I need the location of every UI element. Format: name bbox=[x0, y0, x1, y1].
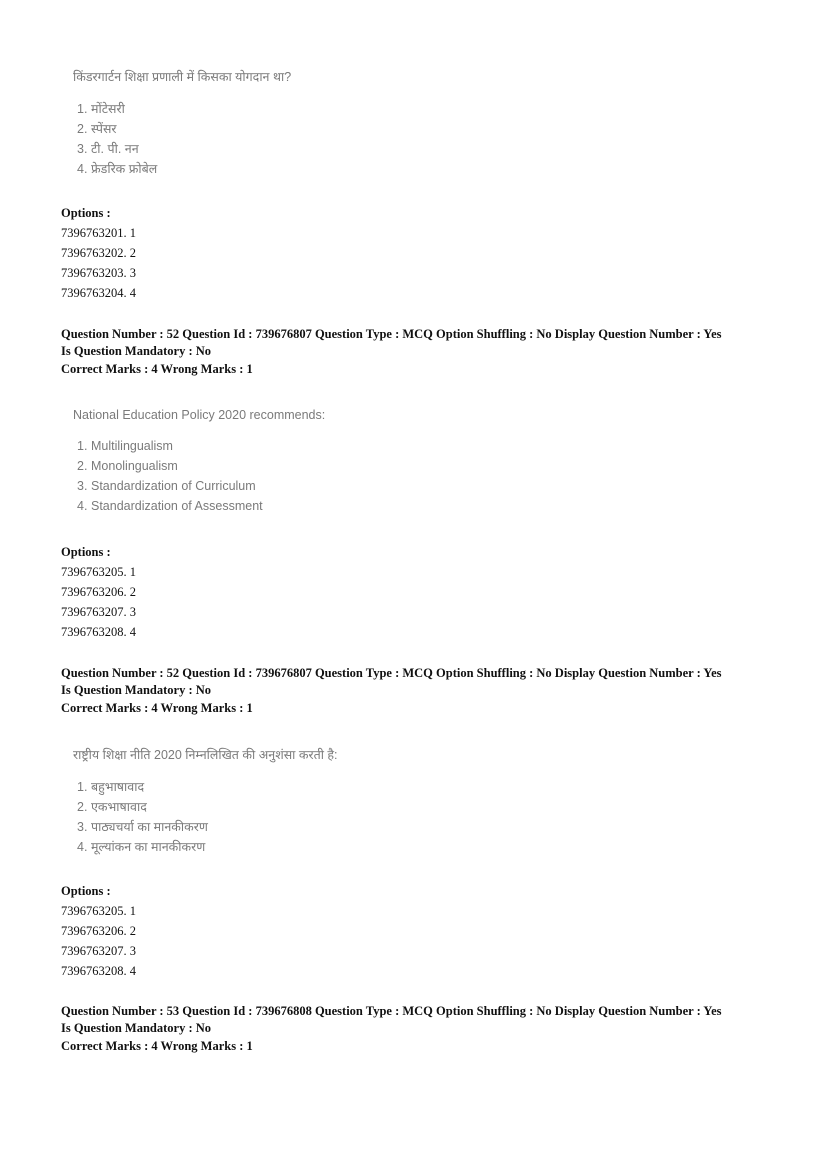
choice-item: 2. Monolingualism bbox=[77, 459, 178, 473]
meta-line-question-info: Question Number : 52 Question Id : 739676807 Question Type : MCQ Option Shuffling : No Display Question Number : Yes bbox=[61, 666, 722, 680]
option-id: 7396763205. 1 bbox=[61, 565, 136, 579]
choice-item: 2. एकभाषावाद bbox=[77, 800, 147, 814]
meta-line-mandatory: Is Question Mandatory : No bbox=[61, 1020, 212, 1035]
meta-line-question-info: Question Number : 53 Question Id : 739676808 Question Type : MCQ Option Shuffling : No Display Question Number : Yes bbox=[61, 1004, 722, 1018]
choice-list bbox=[73, 99, 291, 179]
option-id: 7396763206. 2 bbox=[61, 585, 136, 599]
option-id: 7396763203. 3 bbox=[61, 266, 136, 280]
choice-list bbox=[73, 436, 325, 516]
question-meta bbox=[61, 665, 771, 717]
question-meta bbox=[61, 1003, 771, 1055]
options-label: Options : bbox=[61, 545, 111, 559]
question-meta bbox=[61, 326, 771, 378]
options-label: Options : bbox=[61, 206, 111, 220]
choice-list bbox=[73, 777, 338, 857]
options-block bbox=[61, 881, 136, 981]
choice-item: 3. टी. पी. नन bbox=[77, 142, 139, 156]
option-id: 7396763208. 4 bbox=[61, 625, 136, 639]
choice-item: 3. पाठ्यचर्या का मानकीकरण bbox=[77, 820, 208, 834]
meta-line-question-info: Question Number : 52 Question Id : 739676807 Question Type : MCQ Option Shuffling : No Display Question Number : Yes bbox=[61, 327, 722, 341]
question-stem: राष्ट्रीय शिक्षा नीति 2020 निम्नलिखित की अनुशंसा करती है: bbox=[73, 748, 338, 762]
choice-item: 2. स्पेंसर bbox=[77, 122, 117, 136]
meta-line-mandatory: Is Question Mandatory : No bbox=[61, 682, 212, 697]
question-stem: National Education Policy 2020 recommends: bbox=[73, 408, 326, 422]
option-id: 7396763207. 3 bbox=[61, 605, 136, 619]
choice-item: 1. मोंटेसरी bbox=[77, 102, 125, 116]
options-label: Options : bbox=[61, 884, 111, 898]
question-image-kindergarten bbox=[73, 68, 291, 179]
choice-item: 4. Standardization of Assessment bbox=[77, 499, 263, 513]
question-image-nep-english bbox=[73, 408, 325, 516]
option-id: 7396763205. 1 bbox=[61, 904, 136, 918]
choice-item: 1. बहुभाषावाद bbox=[77, 780, 145, 794]
options-block bbox=[61, 542, 136, 642]
option-id: 7396763207. 3 bbox=[61, 944, 136, 958]
meta-line-marks: Correct Marks : 4 Wrong Marks : 1 bbox=[61, 701, 253, 715]
option-id: 7396763202. 2 bbox=[61, 246, 136, 260]
option-id: 7396763204. 4 bbox=[61, 286, 136, 300]
options-block bbox=[61, 203, 136, 303]
option-id: 7396763206. 2 bbox=[61, 924, 136, 938]
meta-line-marks: Correct Marks : 4 Wrong Marks : 1 bbox=[61, 362, 253, 376]
question-image-nep-hindi bbox=[73, 746, 338, 857]
choice-item: 4. फ्रेडरिक फ्रोबेल bbox=[77, 162, 158, 176]
choice-item: 1. Multilingualism bbox=[77, 439, 173, 453]
option-id: 7396763201. 1 bbox=[61, 226, 136, 240]
option-id: 7396763208. 4 bbox=[61, 964, 136, 978]
choice-item: 4. मूल्यांकन का मानकीकरण bbox=[77, 840, 206, 854]
meta-line-marks: Correct Marks : 4 Wrong Marks : 1 bbox=[61, 1039, 253, 1053]
choice-item: 3. Standardization of Curriculum bbox=[77, 479, 256, 493]
question-stem: किंडरगार्टन शिक्षा प्रणाली में किसका योगदान था? bbox=[73, 70, 292, 84]
meta-line-mandatory: Is Question Mandatory : No bbox=[61, 343, 212, 358]
